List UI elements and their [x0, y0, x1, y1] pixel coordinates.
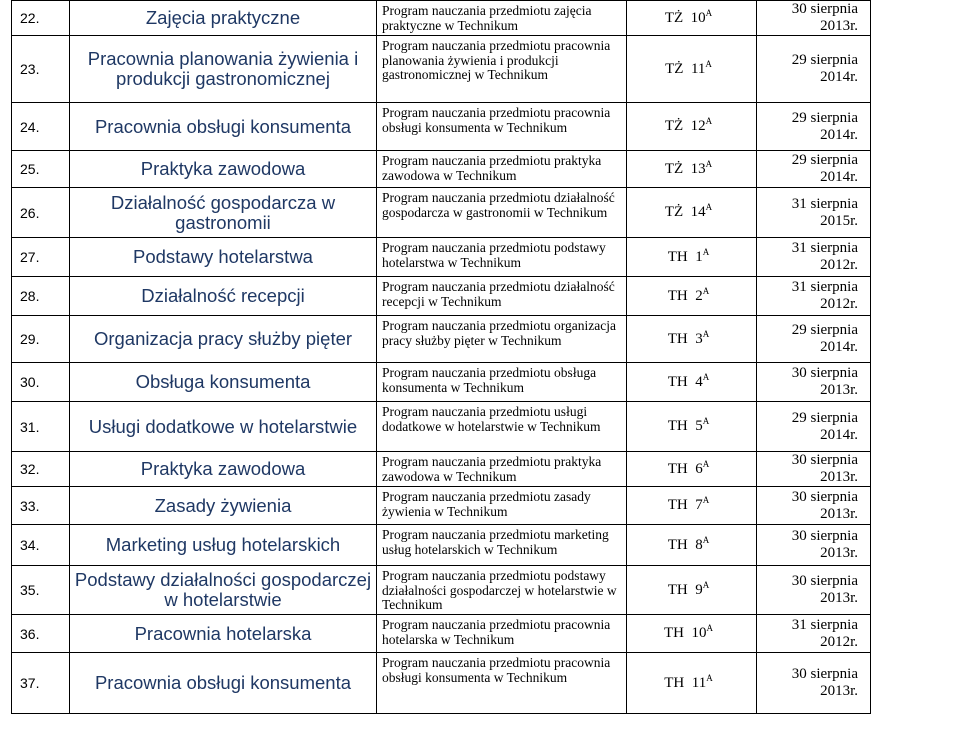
program-name-text: Program nauczania przedmiotu obsługa konsumenta w Technikum: [382, 365, 597, 395]
subject-name-text: Praktyka zawodowa: [140, 458, 306, 479]
code-superscript: A: [705, 158, 713, 169]
table-row: [12, 238, 871, 277]
approval-date-text: 30 sierpnia 2013r.: [791, 452, 858, 485]
row-number-text: 36.: [20, 625, 40, 642]
code-superscript: A: [702, 534, 710, 545]
table-row: [12, 151, 871, 188]
subject-name: [70, 566, 377, 615]
approval-date-text: 30 sierpnia 2013r.: [791, 488, 858, 522]
code-superscript: A: [702, 328, 710, 339]
code-prefix: TŻ: [664, 160, 684, 177]
program-name-text: Program nauczania przedmiotu pracownia planowania żywienia i produkcji gastronomicznej w Technikum: [382, 38, 611, 83]
program-name: [377, 452, 627, 487]
code-prefix: TH: [667, 418, 688, 434]
table-row: [12, 615, 871, 653]
row-number: [12, 188, 70, 238]
code-number: 14: [690, 204, 706, 220]
table-row: [12, 36, 871, 103]
subject-name: [70, 363, 377, 402]
program-name: [377, 653, 627, 714]
approval-date: [757, 36, 871, 103]
row-number-text: 27.: [20, 249, 40, 265]
row-number-text: 23.: [20, 61, 40, 77]
code-number: 11: [691, 674, 707, 691]
approval-date: [757, 487, 871, 525]
row-number-text: 22.: [20, 10, 40, 26]
table-row: [12, 103, 871, 151]
subject-name-text: Podstawy hotelarstwa: [133, 246, 313, 267]
table-row: [12, 1, 871, 36]
row-number-text: 29.: [20, 331, 40, 347]
subject-name: [70, 151, 377, 188]
subject-name-text: Obsługa konsumenta: [135, 371, 311, 392]
program-code: [627, 103, 757, 151]
subject-name-text: Pracownia obsługi konsumenta: [94, 672, 352, 693]
program-name-text: Program nauczania przedmiotu podstawy działalności gospodarczej w hotelarstwie w Technikum: [382, 568, 617, 613]
row-number: [12, 277, 70, 316]
code-superscript: A: [702, 246, 710, 257]
approval-date-text: 31 sierpnia 2012r.: [791, 279, 858, 312]
row-number: [12, 103, 70, 151]
subject-name-text: Działalność gospodarcza w gastronomii: [110, 191, 336, 233]
table-row: [12, 277, 871, 316]
approval-date: [757, 402, 871, 452]
table-row: [12, 653, 871, 714]
subject-name: [70, 653, 377, 714]
code-superscript: A: [705, 7, 713, 18]
program-name-text: Program nauczania przedmiotu zasady żywienia w Technikum: [382, 489, 591, 519]
subject-name-text: Marketing usług hotelarskich: [105, 534, 341, 555]
program-name-text: Program nauczania przedmiotu pracownia obsługi konsumenta w Technikum: [382, 105, 611, 135]
program-code: [627, 487, 757, 525]
program-code: [627, 452, 757, 487]
code-prefix: TŻ: [665, 60, 684, 77]
approval-date-text: 29 sierpnia 2014r.: [791, 109, 858, 143]
program-code: [627, 653, 757, 714]
row-number: [12, 487, 70, 525]
row-number: [12, 653, 70, 714]
approval-date-text: 31 sierpnia 2015r.: [791, 195, 858, 229]
code-superscript: A: [706, 672, 713, 683]
approval-date: [757, 151, 871, 188]
subject-name-text: Praktyka zawodowa: [140, 158, 306, 179]
code-prefix: TŻ: [664, 204, 684, 220]
subject-name-text: Pracownia obsługi konsumenta: [94, 115, 352, 137]
code-number: 10: [690, 9, 706, 26]
program-code: [627, 36, 757, 103]
approval-date: [757, 1, 871, 36]
program-name-text: Program nauczania przedmiotu podstawy hotelarstwa w Technikum: [382, 240, 606, 270]
row-number: [12, 316, 70, 363]
approval-date-text: 30 sierpnia 2013r.: [791, 365, 858, 398]
program-name: [377, 188, 627, 238]
code-prefix: TH: [667, 497, 688, 513]
row-number-text: 33.: [20, 497, 40, 514]
code-superscript: A: [702, 416, 710, 426]
row-number: [12, 615, 70, 653]
code-superscript: A: [702, 495, 710, 505]
program-name: [377, 615, 627, 653]
row-number: [12, 402, 70, 452]
code-prefix: TH: [667, 460, 688, 477]
approval-date: [757, 525, 871, 566]
code-prefix: TH: [667, 330, 688, 347]
code-prefix: TH: [664, 625, 684, 641]
code-number: 6: [695, 460, 703, 477]
subject-name: [70, 615, 377, 653]
program-name: [377, 363, 627, 402]
subject-name: [70, 316, 377, 363]
code-prefix: TH: [667, 536, 688, 553]
program-code: [627, 525, 757, 566]
subject-name: [70, 103, 377, 151]
program-code: [627, 1, 757, 36]
code-prefix: TH: [667, 581, 688, 598]
approval-date: [757, 316, 871, 363]
approval-date: [757, 188, 871, 238]
code-prefix: TH: [667, 248, 688, 265]
approval-date-text: 29 sierpnia 2014r.: [791, 322, 858, 355]
program-code: [627, 615, 757, 653]
program-name-text: Program nauczania przedmiotu praktyka zawodowa w Technikum: [382, 153, 602, 183]
program-name-text: Program nauczania przedmiotu marketing usług hotelarskich w Technikum: [382, 527, 609, 557]
subject-name: [70, 402, 377, 452]
subject-name-text: Organizacja pracy służby pięter: [93, 328, 353, 349]
row-number: [12, 363, 70, 402]
code-superscript: A: [702, 579, 710, 590]
program-name: [377, 238, 627, 277]
subject-name-text: Zajęcia praktyczne: [145, 7, 301, 28]
approval-date: [757, 363, 871, 402]
program-code: [627, 402, 757, 452]
code-number: 4: [695, 373, 703, 390]
approval-date-text: 30 sierpnia 2013r.: [791, 573, 858, 606]
program-name-text: Program nauczania przedmiotu usługi dodatkowe w hotelarstwie w Technikum: [382, 404, 601, 434]
row-number-text: 28.: [20, 288, 40, 304]
program-name: [377, 487, 627, 525]
program-name: [377, 525, 627, 566]
approval-date-text: 29 sierpnia 2014r.: [791, 152, 858, 185]
row-number-text: 34.: [20, 537, 40, 553]
row-number: [12, 566, 70, 615]
program-code: [627, 566, 757, 615]
approval-date-text: 30 sierpnia 2013r.: [791, 528, 858, 561]
curriculum-table: [11, 0, 871, 714]
subject-name: [70, 452, 377, 487]
code-superscript: A: [702, 458, 710, 469]
row-number: [12, 1, 70, 36]
row-number: [12, 36, 70, 103]
subject-name-text: Pracownia planowania żywienia i produkcji gastronomicznej: [87, 48, 359, 89]
approval-date: [757, 103, 871, 151]
subject-name: [70, 188, 377, 238]
table-row: [12, 566, 871, 615]
code-prefix: TH: [667, 373, 688, 390]
program-name-text: Program nauczania przedmiotu praktyka zawodowa w Technikum: [382, 454, 602, 484]
program-code: [627, 151, 757, 188]
subject-name: [70, 487, 377, 525]
approval-date: [757, 277, 871, 316]
program-code: [627, 188, 757, 238]
program-name-text: Program nauczania przedmiotu działalność gospodarcza w gastronomii w Technikum: [382, 190, 615, 220]
subject-name: [70, 1, 377, 36]
subject-name: [70, 238, 377, 277]
program-name-text: Program nauczania przedmiotu działalność recepcji w Technikum: [382, 279, 615, 309]
program-name: [377, 103, 627, 151]
row-number: [12, 238, 70, 277]
code-prefix: TH: [667, 287, 688, 304]
program-name: [377, 277, 627, 316]
code-number: 11: [690, 60, 706, 77]
approval-date-text: 30 sierpnia 2013r.: [791, 1, 858, 34]
code-superscript: A: [705, 116, 713, 126]
table-row: [12, 487, 871, 525]
subject-name: [70, 525, 377, 566]
row-number-text: 37.: [20, 675, 40, 691]
row-number-text: 26.: [20, 204, 40, 221]
program-code: [627, 238, 757, 277]
code-number: 2: [695, 287, 703, 304]
table-body: [12, 1, 871, 714]
code-superscript: A: [702, 371, 710, 382]
program-code: [627, 363, 757, 402]
approval-date-text: 29 sierpnia 2014r.: [791, 52, 858, 85]
table-row: [12, 316, 871, 363]
code-prefix: TŻ: [664, 118, 684, 134]
code-number: 8: [695, 536, 703, 553]
subject-name-text: Podstawy działalności gospodarczej w hotelarstwie: [74, 569, 372, 610]
program-name: [377, 151, 627, 188]
program-name: [377, 566, 627, 615]
approval-date: [757, 566, 871, 615]
table-row: [12, 402, 871, 452]
subject-name-text: Zasady żywienia: [154, 494, 292, 516]
code-superscript: A: [706, 623, 713, 633]
subject-name: [70, 36, 377, 103]
code-superscript: A: [705, 58, 712, 69]
code-number: 7: [695, 497, 703, 513]
row-number-text: 32.: [20, 461, 40, 477]
program-name: [377, 402, 627, 452]
approval-date: [757, 238, 871, 277]
subject-name-text: Pracownia hotelarska: [134, 622, 312, 644]
code-superscript: A: [705, 202, 713, 212]
code-number: 13: [690, 160, 706, 177]
program-code: [627, 277, 757, 316]
code-prefix: TH: [664, 674, 685, 691]
subject-name-text: Działalność recepcji: [141, 285, 305, 306]
approval-date: [757, 615, 871, 653]
approval-date-text: 31 sierpnia 2012r.: [791, 616, 858, 650]
approval-date: [757, 452, 871, 487]
subject-name-text: Usługi dodatkowe w hotelarstwie: [88, 415, 358, 437]
table-row: [12, 452, 871, 487]
code-number: 1: [695, 248, 703, 265]
row-number: [12, 525, 70, 566]
program-name-text: Program nauczania przedmiotu zajęcia praktyczne w Technikum: [382, 3, 592, 33]
row-number-text: 25.: [20, 161, 40, 177]
program-name-text: Program nauczania przedmiotu pracownia hotelarska w Technikum: [382, 617, 611, 647]
program-name: [377, 36, 627, 103]
program-name: [377, 316, 627, 363]
row-number-text: 31.: [20, 418, 40, 435]
code-superscript: A: [702, 285, 710, 296]
code-number: 12: [690, 118, 706, 134]
code-number: 3: [695, 330, 703, 347]
table-row: [12, 363, 871, 402]
row-number: [12, 151, 70, 188]
program-name: [377, 1, 627, 36]
approval-date: [757, 653, 871, 714]
table-row: [12, 525, 871, 566]
row-number-text: 24.: [20, 118, 40, 135]
code-number: 10: [691, 625, 707, 641]
approval-date-text: 31 sierpnia 2012r.: [791, 240, 858, 273]
row-number-text: 35.: [20, 582, 40, 598]
program-code: [627, 316, 757, 363]
program-name-text: Program nauczania przedmiotu organizacja pracy służby pięter w Technikum: [382, 318, 617, 348]
program-name-text: Program nauczania przedmiotu pracownia obsługi konsumenta w Technikum: [382, 655, 611, 685]
approval-date-text: 30 sierpnia 2013r.: [791, 666, 858, 699]
row-number: [12, 452, 70, 487]
code-number: 5: [695, 418, 703, 434]
approval-date-text: 29 sierpnia 2014r.: [791, 409, 858, 443]
table-row: [12, 188, 871, 238]
code-number: 9: [695, 581, 703, 598]
code-prefix: TŻ: [664, 9, 684, 26]
row-number-text: 30.: [20, 374, 40, 390]
subject-name: [70, 277, 377, 316]
